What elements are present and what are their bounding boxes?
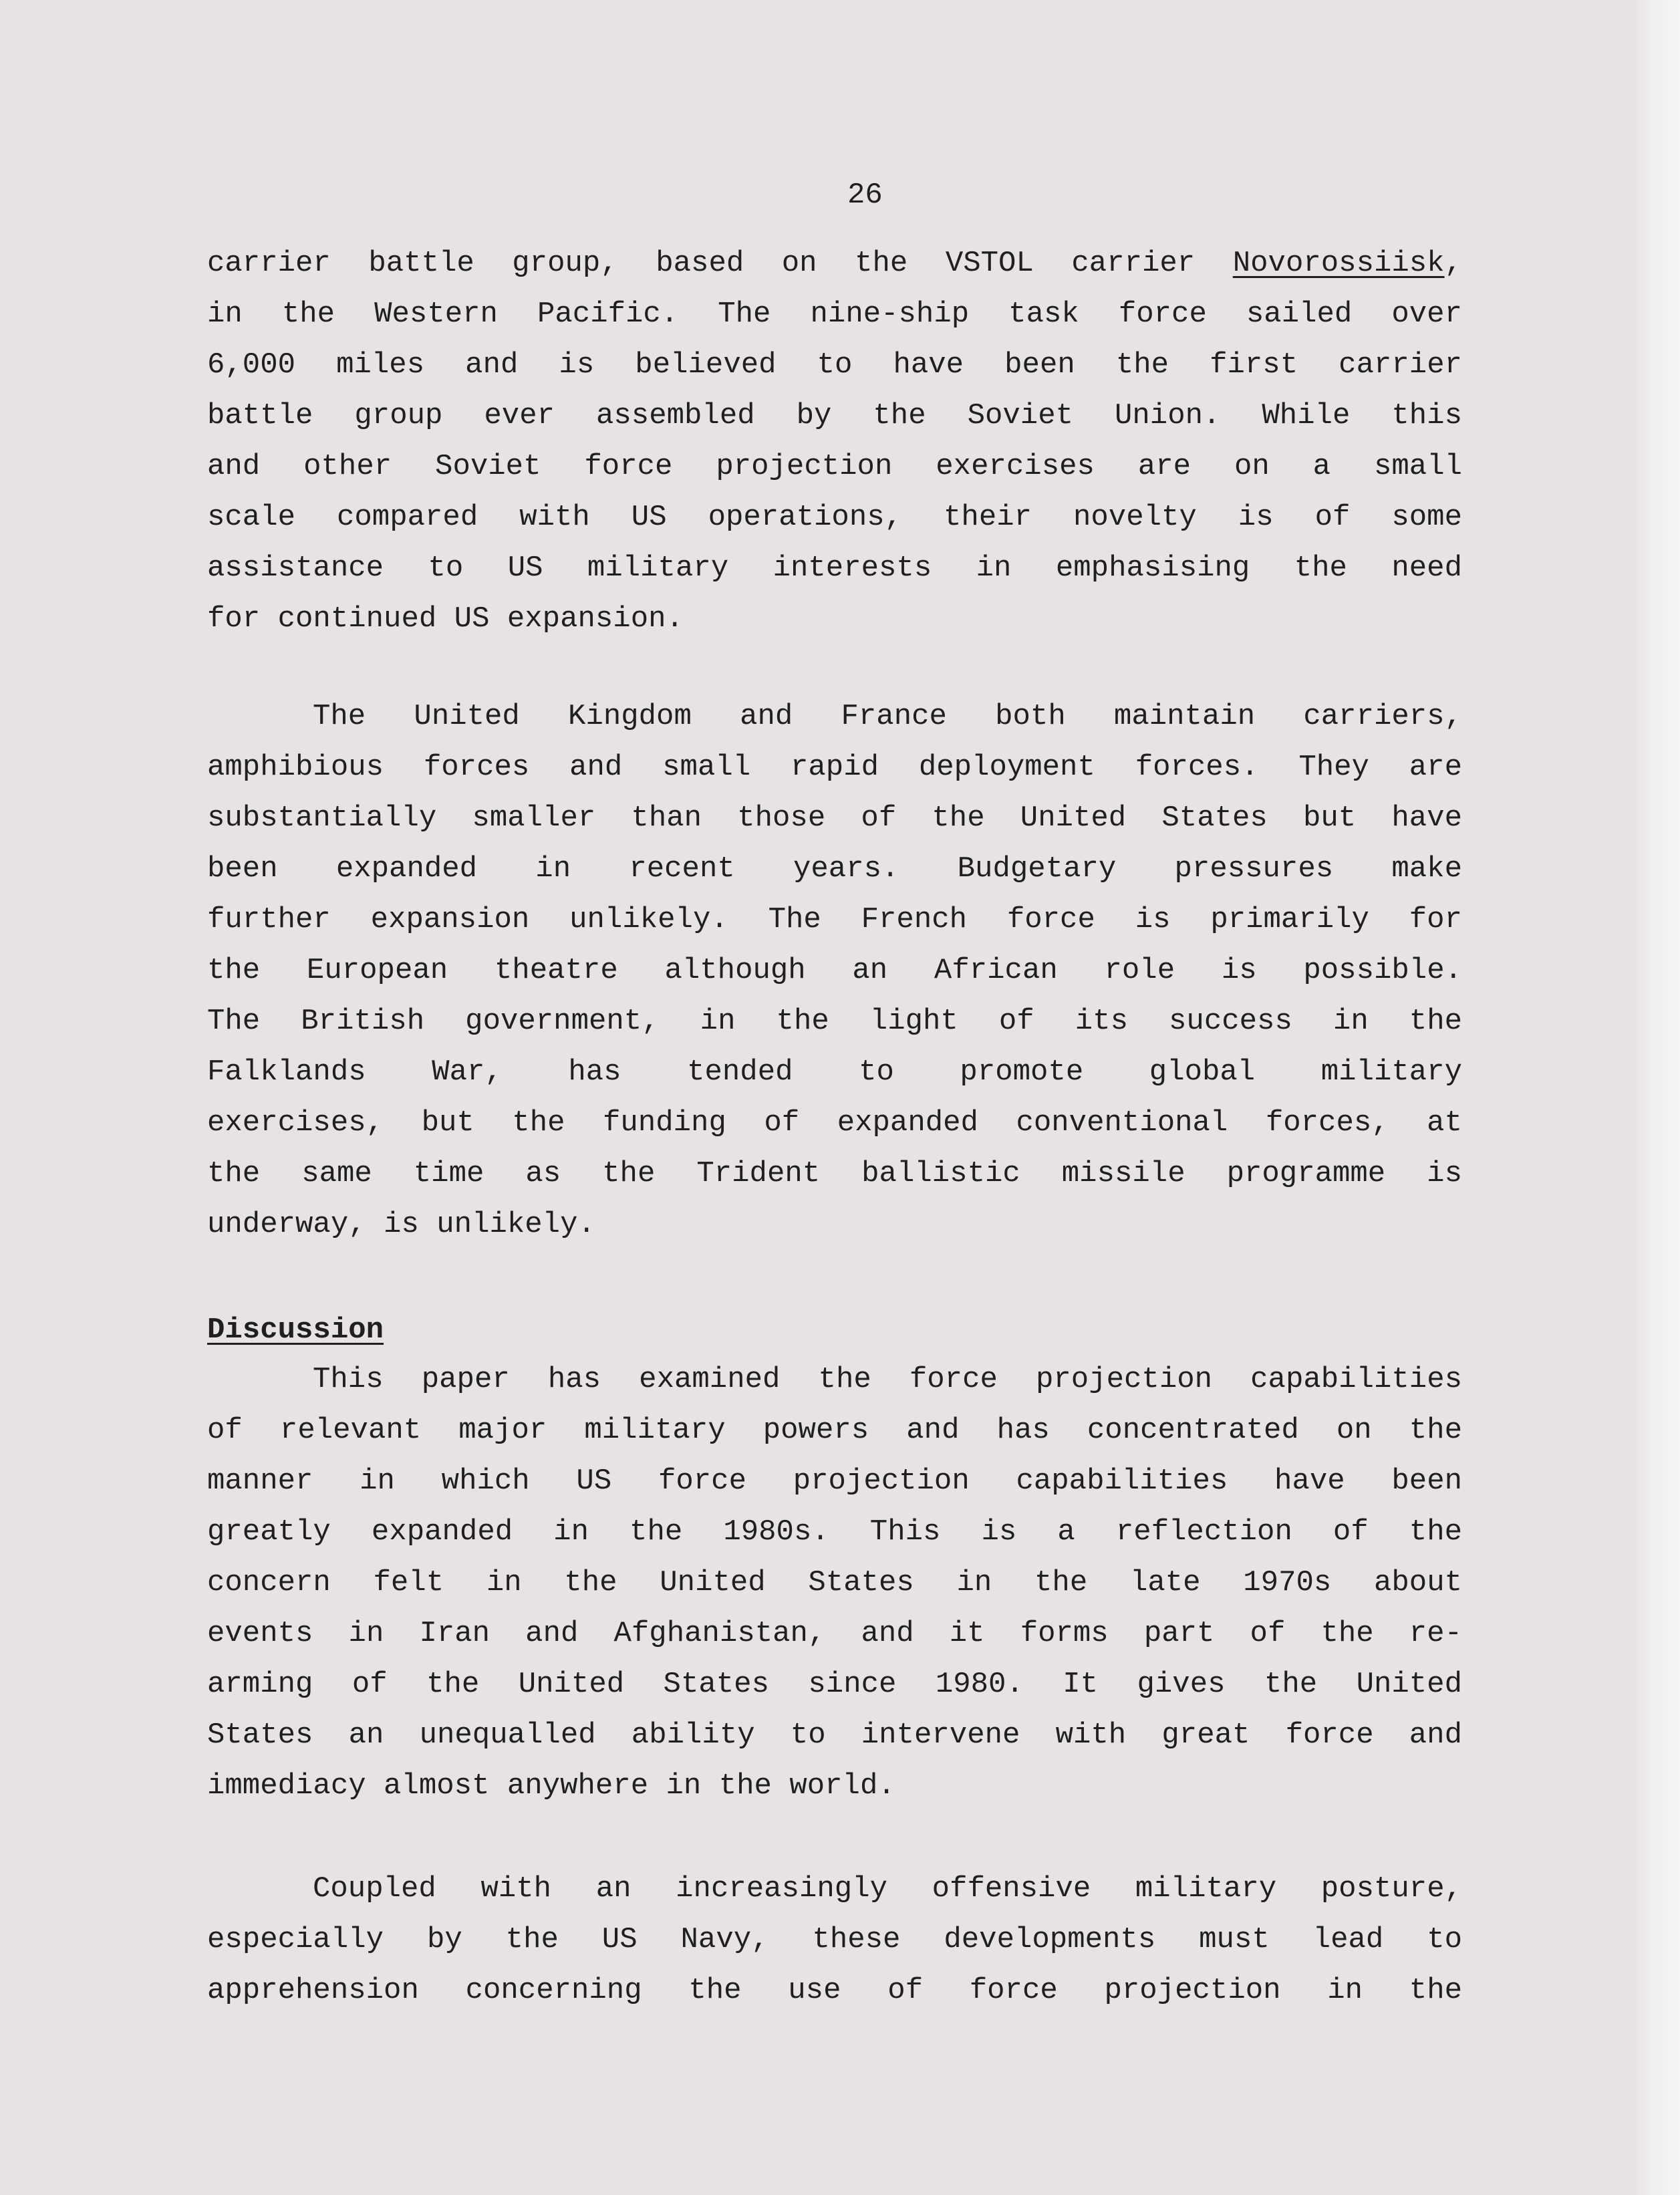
text-line: States an unequalled ability to intervene with great force and [207,1718,1462,1752]
text-line: the same time as the Trident ballistic missile programme is [207,1157,1462,1190]
text-line: especially by the US Navy, these developments must lead to [207,1923,1462,1956]
text-line: Coupled with an increasingly offensive military posture, [313,1872,1462,1906]
text-line: The British government, in the light of its success in the [207,1005,1462,1038]
text-line: been expanded in recent years. Budgetary pressures make [207,852,1462,886]
text-line [207,238,1462,289]
paragraph-discussion [207,1354,1462,1811]
text-line: assistance to US military interests in emphasising the need [207,551,1462,585]
text-line: underway, is unlikely. [207,1208,595,1241]
text-line: immediacy almost anywhere in the world. [207,1769,895,1803]
ship-name-underlined: Novorossiisk [1232,247,1445,280]
paragraph-uk-france [207,691,1462,1250]
text-line: arming of the United States since 1980. It gives the United [207,1668,1462,1701]
text-line: of relevant major military powers and has concentrated on the [207,1414,1462,1447]
text-line: concern felt in the United States in the late 1970s about [207,1566,1462,1599]
text-segment: carrier battle group, based on the VSTOL carrier [207,247,1233,280]
text-line: battle group ever assembled by the Soviet Union. While this [207,399,1462,432]
page-number: 26 [847,178,883,212]
text-line: in the Western Pacific. The nine-ship task force sailed over [207,297,1462,331]
text-line: events in Iran and Afghanistan, and it forms part of the re- [207,1617,1462,1650]
text-line: scale compared with US operations, their novelty is of some [207,501,1462,534]
text-line: substantially smaller than those of the United States but have [207,801,1462,835]
text-line: for continued US expansion. [207,602,684,636]
text-line: The United Kingdom and France both maintain carriers, [313,700,1462,733]
text-line: greatly expanded in the 1980s. This is a reflection of the [207,1515,1462,1549]
text-line: exercises, but the funding of expanded conventional forces, at [207,1106,1462,1140]
text-segment: , [1444,247,1462,280]
section-heading-discussion: Discussion [207,1313,384,1347]
text-line: manner in which US force projection capabilities have been [207,1464,1462,1498]
text-line: This paper has examined the force projection capabilities [313,1363,1462,1396]
text-line: apprehension concerning the use of force projection in the [207,1974,1462,2007]
text-line: 6,000 miles and is believed to have been the first carrier [207,348,1462,382]
text-line: amphibious forces and small rapid deployment forces. They are [207,751,1462,784]
paragraph-soviet-carrier [207,238,1462,644]
text-line: further expansion unlikely. The French force is primarily for [207,903,1462,936]
text-line: Falklands War, has tended to promote global military [207,1055,1462,1089]
paragraph-coupled [207,1863,1462,2016]
text-line: and other Soviet force projection exercises are on a small [207,450,1462,483]
text-line: the European theatre although an African role is possible. [207,954,1462,987]
page-edge [1633,0,1680,2195]
